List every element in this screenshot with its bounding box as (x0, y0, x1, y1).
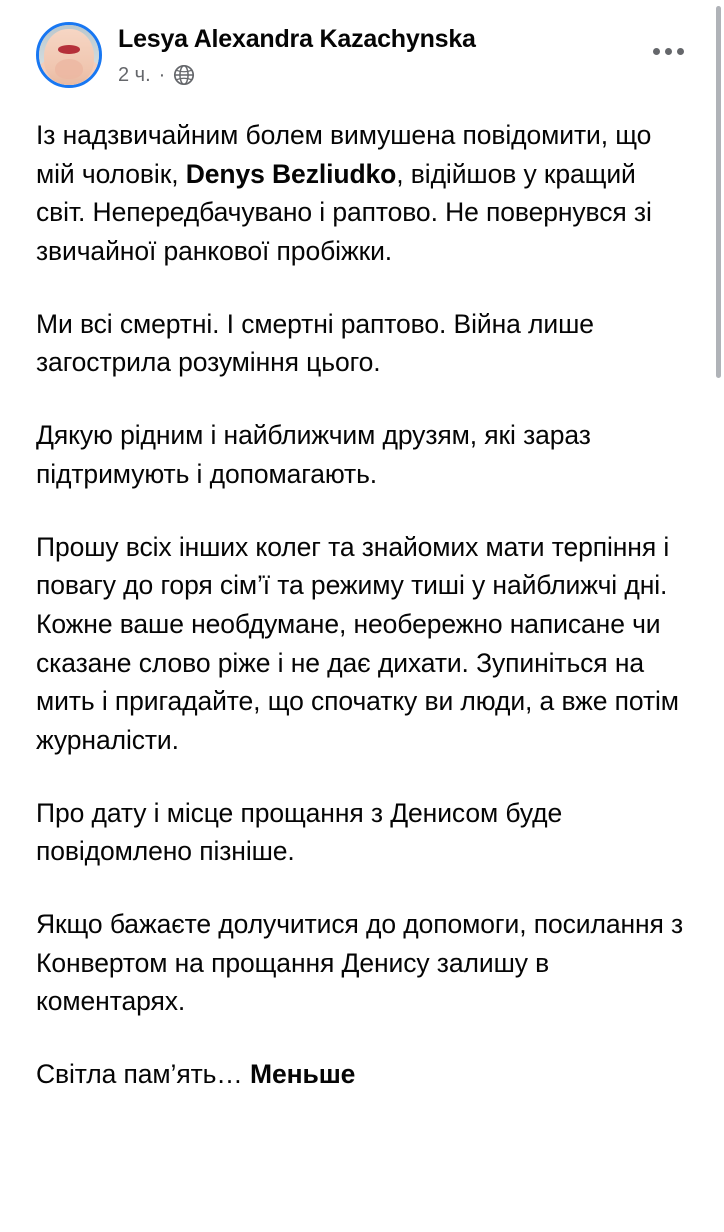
see-less-button[interactable]: Меньше (249, 1059, 356, 1090)
ellipsis-dot (665, 48, 672, 55)
scrollbar[interactable] (716, 6, 721, 378)
post-timestamp[interactable]: 2 ч. (118, 63, 151, 86)
post-paragraph (36, 905, 688, 1021)
post-paragraph (36, 416, 688, 493)
post-paragraph (36, 116, 688, 271)
post-text: Прошу всіх інших колег та знайомих мати терпіння і повагу до горя сім’ї та режиму тиші у найближчі дні. Кожне ваше необдумане, необережно написане чи сказане слово ріже і не дає дихати. Зупиніться на мить і пригадайте, що спочатку ви люди, а вже потім журналісти. (36, 531, 679, 755)
post-paragraph (36, 794, 688, 871)
post-header (36, 22, 688, 88)
post-text: Світла пам’ять… (36, 1059, 250, 1090)
avatar-chin (55, 59, 84, 79)
avatar[interactable] (36, 22, 102, 88)
post-body (36, 116, 688, 1094)
meta-separator: · (158, 63, 166, 86)
author-name[interactable]: Lesya Alexandra Kazachynska (118, 25, 476, 53)
avatar-lips (58, 45, 81, 54)
post-paragraph (36, 528, 688, 760)
avatar-image (39, 25, 99, 85)
post-paragraph (36, 305, 688, 382)
ellipsis-icon[interactable] (648, 38, 688, 64)
ellipsis-dot (677, 48, 684, 55)
post-text: Якщо бажаєте долучитися до допомоги, посилання з Конвертом на прощання Денису залишу в коментарях. (36, 909, 684, 1017)
post-text: Дякую рідним і найближчим друзям, які зараз підтримують і допомагають. (36, 420, 591, 489)
ellipsis-dot (653, 48, 660, 55)
post-text: Із надзвичайним болем вимушена повідомити, що мій чоловік, (36, 120, 652, 189)
globe-icon[interactable] (173, 64, 195, 86)
post-text: , відійшов у кращий світ. Непередбачувано і раптово. Не повернувся зі звичайної ранкової пробіжки. (36, 158, 652, 267)
post-header-text (118, 22, 476, 86)
post-text: Про дату і місце прощання з Денисом буде повідомлено пізніше. (36, 797, 563, 867)
mentioned-person[interactable]: Denys Bezliudko (185, 158, 397, 189)
post-paragraph (36, 1055, 688, 1094)
post-text: Ми всі смертні. І смертні раптово. Війна лише загострила розуміння цього. (36, 308, 594, 378)
post-meta (118, 64, 476, 86)
